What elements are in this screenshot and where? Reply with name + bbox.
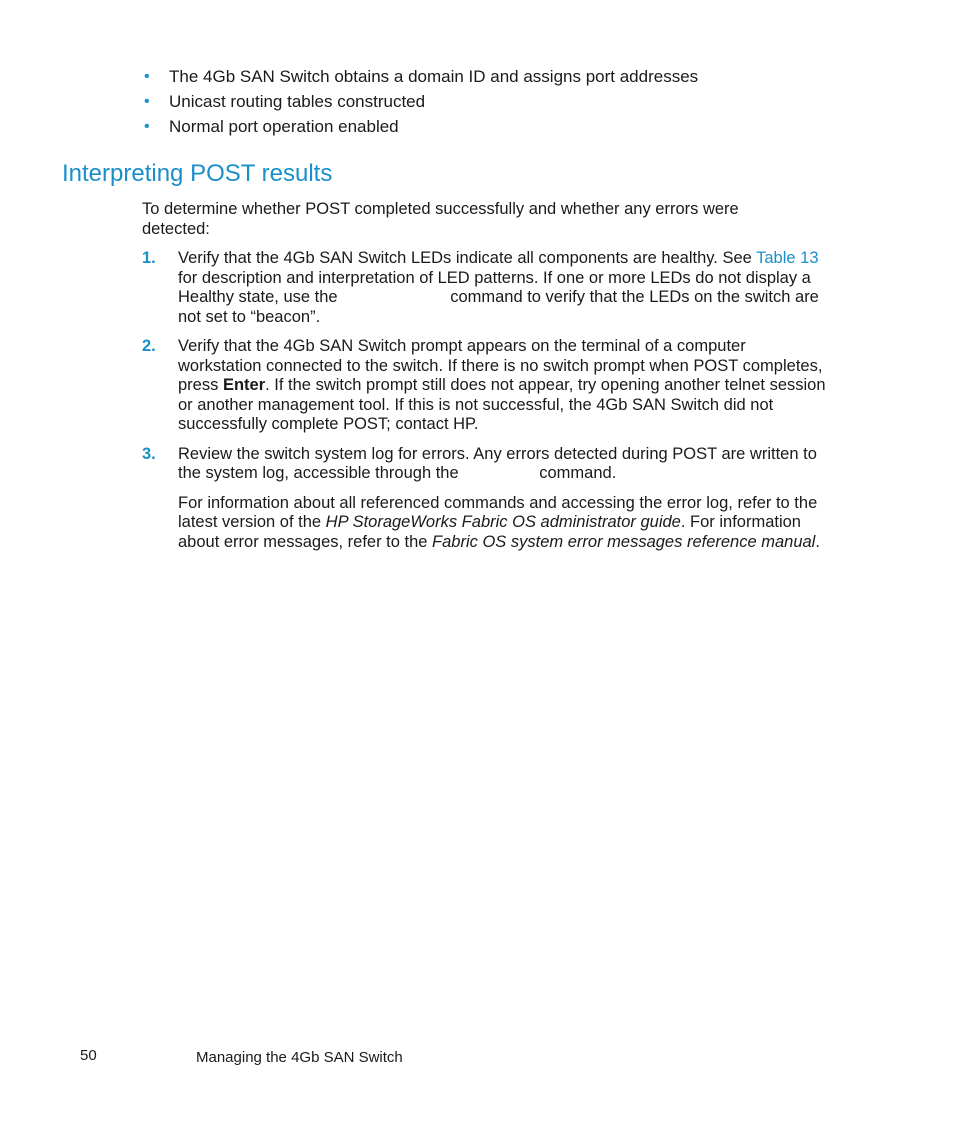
error-messages-manual-title: Fabric OS system error messages reference manual xyxy=(432,532,816,551)
step-number: 3. xyxy=(142,444,156,463)
step-text: Review the switch system log for errors. Any errors detected during POST are written to the system log, accessible through the xyxy=(178,444,817,482)
bullet-icon: • xyxy=(144,93,150,110)
bullet-text: The 4Gb SAN Switch obtains a domain ID and assigns port addresses xyxy=(169,67,699,86)
step-text: command to verify that the LEDs on the switch are not set to “beacon”. xyxy=(178,288,819,326)
step-text: command. xyxy=(539,464,617,482)
table-13-link[interactable]: Table 13 xyxy=(756,249,819,267)
bullet-item xyxy=(142,114,698,139)
intro-paragraph: To determine whether POST completed successfully and whether any errors were detected: xyxy=(142,200,739,238)
note-text: For information about all referenced commands and accessing the error log, refer to the latest version of the xyxy=(178,493,818,531)
section-heading: Interpreting POST results xyxy=(62,160,333,187)
bullet-item xyxy=(142,64,698,89)
admin-guide-title: HP StorageWorks Fabric OS administrator guide xyxy=(325,513,681,531)
page-number: 50 xyxy=(80,1047,97,1064)
step-text: Verify that the 4Gb SAN Switch prompt appears on the terminal of a computer workstation connected to the switch. If there is no switch prompt when POST completes, press xyxy=(178,337,823,394)
bullet-list xyxy=(142,64,698,139)
step-number: 1. xyxy=(142,249,156,267)
bullet-icon: • xyxy=(144,118,150,135)
step-item xyxy=(142,249,832,327)
step-item xyxy=(142,445,832,484)
note-text: . For information about error messages, refer to the xyxy=(178,513,801,551)
note-paragraph xyxy=(142,494,832,553)
step-item xyxy=(142,337,832,435)
step-list xyxy=(142,249,832,552)
reference-note xyxy=(142,494,832,553)
step-text: . If the switch prompt still does not appear, try opening another telnet session or another management tool. If this is not successful, the 4Gb SAN Switch did not successfully complete POST; contact HP. xyxy=(178,376,826,433)
enter-key-label: Enter xyxy=(222,376,266,394)
step-text: for description and interpretation of LED patterns. If one or more LEDs do not display a Healthy state, use the xyxy=(178,268,811,306)
step-number: 2. xyxy=(142,337,156,355)
step-text: Verify that the 4Gb SAN Switch LEDs indicate all components are healthy. See xyxy=(178,249,757,267)
bullet-item xyxy=(142,89,698,114)
bullet-text: Normal port operation enabled xyxy=(169,117,399,136)
bullet-text: Unicast routing tables constructed xyxy=(169,92,426,111)
note-text: . xyxy=(815,532,820,551)
bullet-icon: • xyxy=(144,68,150,85)
footer-title: Managing the 4Gb SAN Switch xyxy=(196,1049,403,1066)
